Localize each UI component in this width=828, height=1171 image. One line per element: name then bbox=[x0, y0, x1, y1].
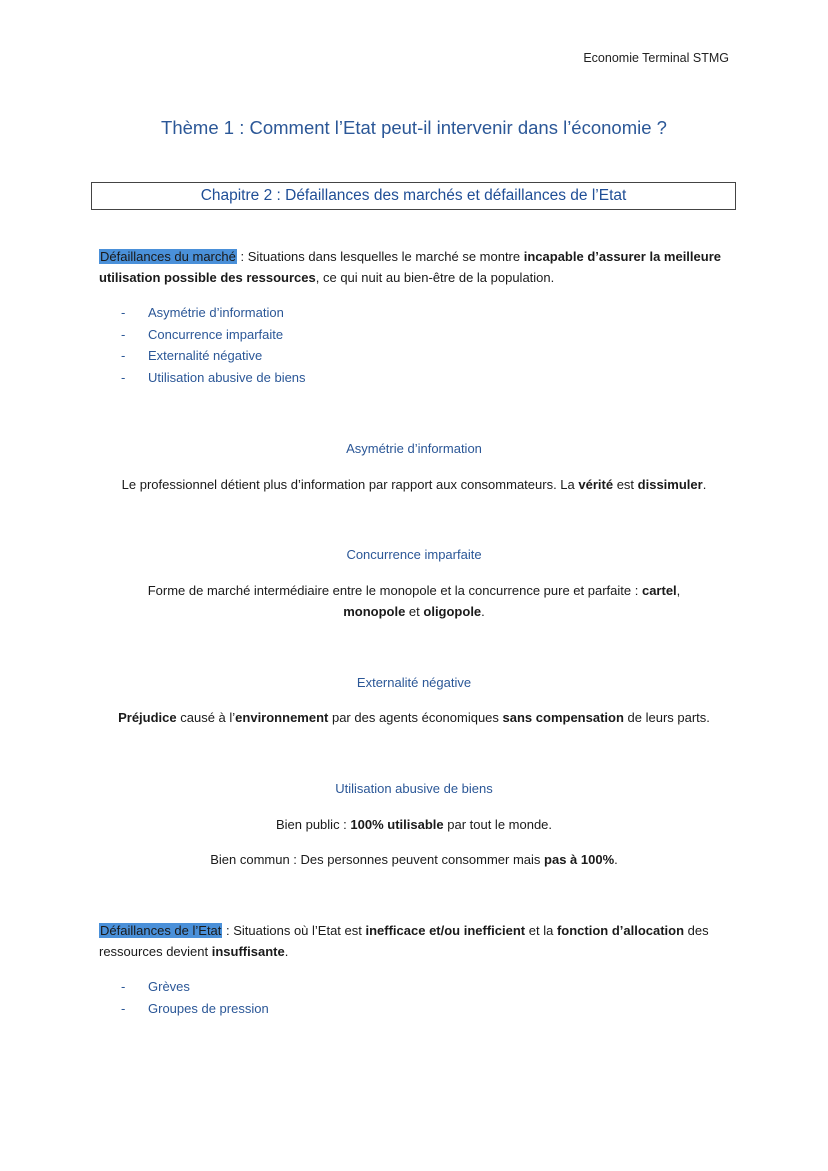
theme-title: Thème 1 : Comment l’Etat peut-il intervenir dans l’économie ? bbox=[161, 117, 667, 138]
asymmetry-text: Le professionnel détient plus d’information par rapport aux consommateurs. La vérité est dissimuler. bbox=[121, 477, 707, 492]
section-title-competition: Concurrence imparfaite bbox=[346, 547, 482, 562]
public-good-text: Bien public : 100% utilisable par tout le monde. bbox=[275, 817, 553, 832]
list-item: - Externalité négative bbox=[121, 348, 263, 363]
list-item: - Concurrence imparfaite bbox=[121, 326, 284, 342]
externality-text: Préjudice causé à l’environnement par des agents économiques sans compensation de leurs parts. bbox=[118, 710, 710, 725]
market-failures-list bbox=[121, 302, 306, 388]
state-failures-definition: Défaillances de l’Etat : Situations où l’Etat est inefficace et/ou inefficient et la fonction d’allocation des ressources devient insuffisante. bbox=[99, 923, 709, 959]
document-header: Economie Terminal STMG bbox=[583, 51, 729, 65]
market-failures-definition bbox=[99, 246, 739, 288]
competition-text-line1: Forme de marché intermédiaire entre le monopole et la concurrence pure et parfaite : cartel, bbox=[147, 583, 681, 598]
text: , ce qui nuit au bien-être de la population. bbox=[315, 270, 555, 285]
section-title-abuse: Utilisation abusive de biens bbox=[335, 781, 493, 796]
list-item: - Grèves bbox=[121, 979, 190, 994]
bold-text: incapable d’assurer la meilleure utilisation possible des ressources bbox=[99, 249, 721, 285]
competition-text-line2: monopole et oligopole. bbox=[343, 604, 485, 619]
state-failures-term: Défaillances de l’Etat bbox=[100, 923, 222, 938]
market-failures-term: Défaillances du marché bbox=[100, 249, 236, 264]
section-title-externality: Externalité négative bbox=[356, 675, 472, 690]
list-item: - Utilisation abusive de biens bbox=[121, 369, 306, 385]
list-item: - Asymétrie d’information bbox=[121, 305, 284, 320]
text: : Situations dans lesquelles le marché se montre bbox=[236, 249, 524, 264]
section-title-asymmetry: Asymétrie d’information bbox=[346, 441, 482, 456]
list-item: - Groupes de pression bbox=[121, 1000, 269, 1016]
common-good-text: Bien commun : Des personnes peuvent consommer mais pas à 100%. bbox=[210, 852, 618, 867]
chapter-title-box bbox=[91, 182, 736, 210]
state-failures-list bbox=[121, 976, 269, 1019]
chapter-title: Chapitre 2 : Défaillances des marchés et défaillances de l’Etat bbox=[200, 187, 627, 204]
